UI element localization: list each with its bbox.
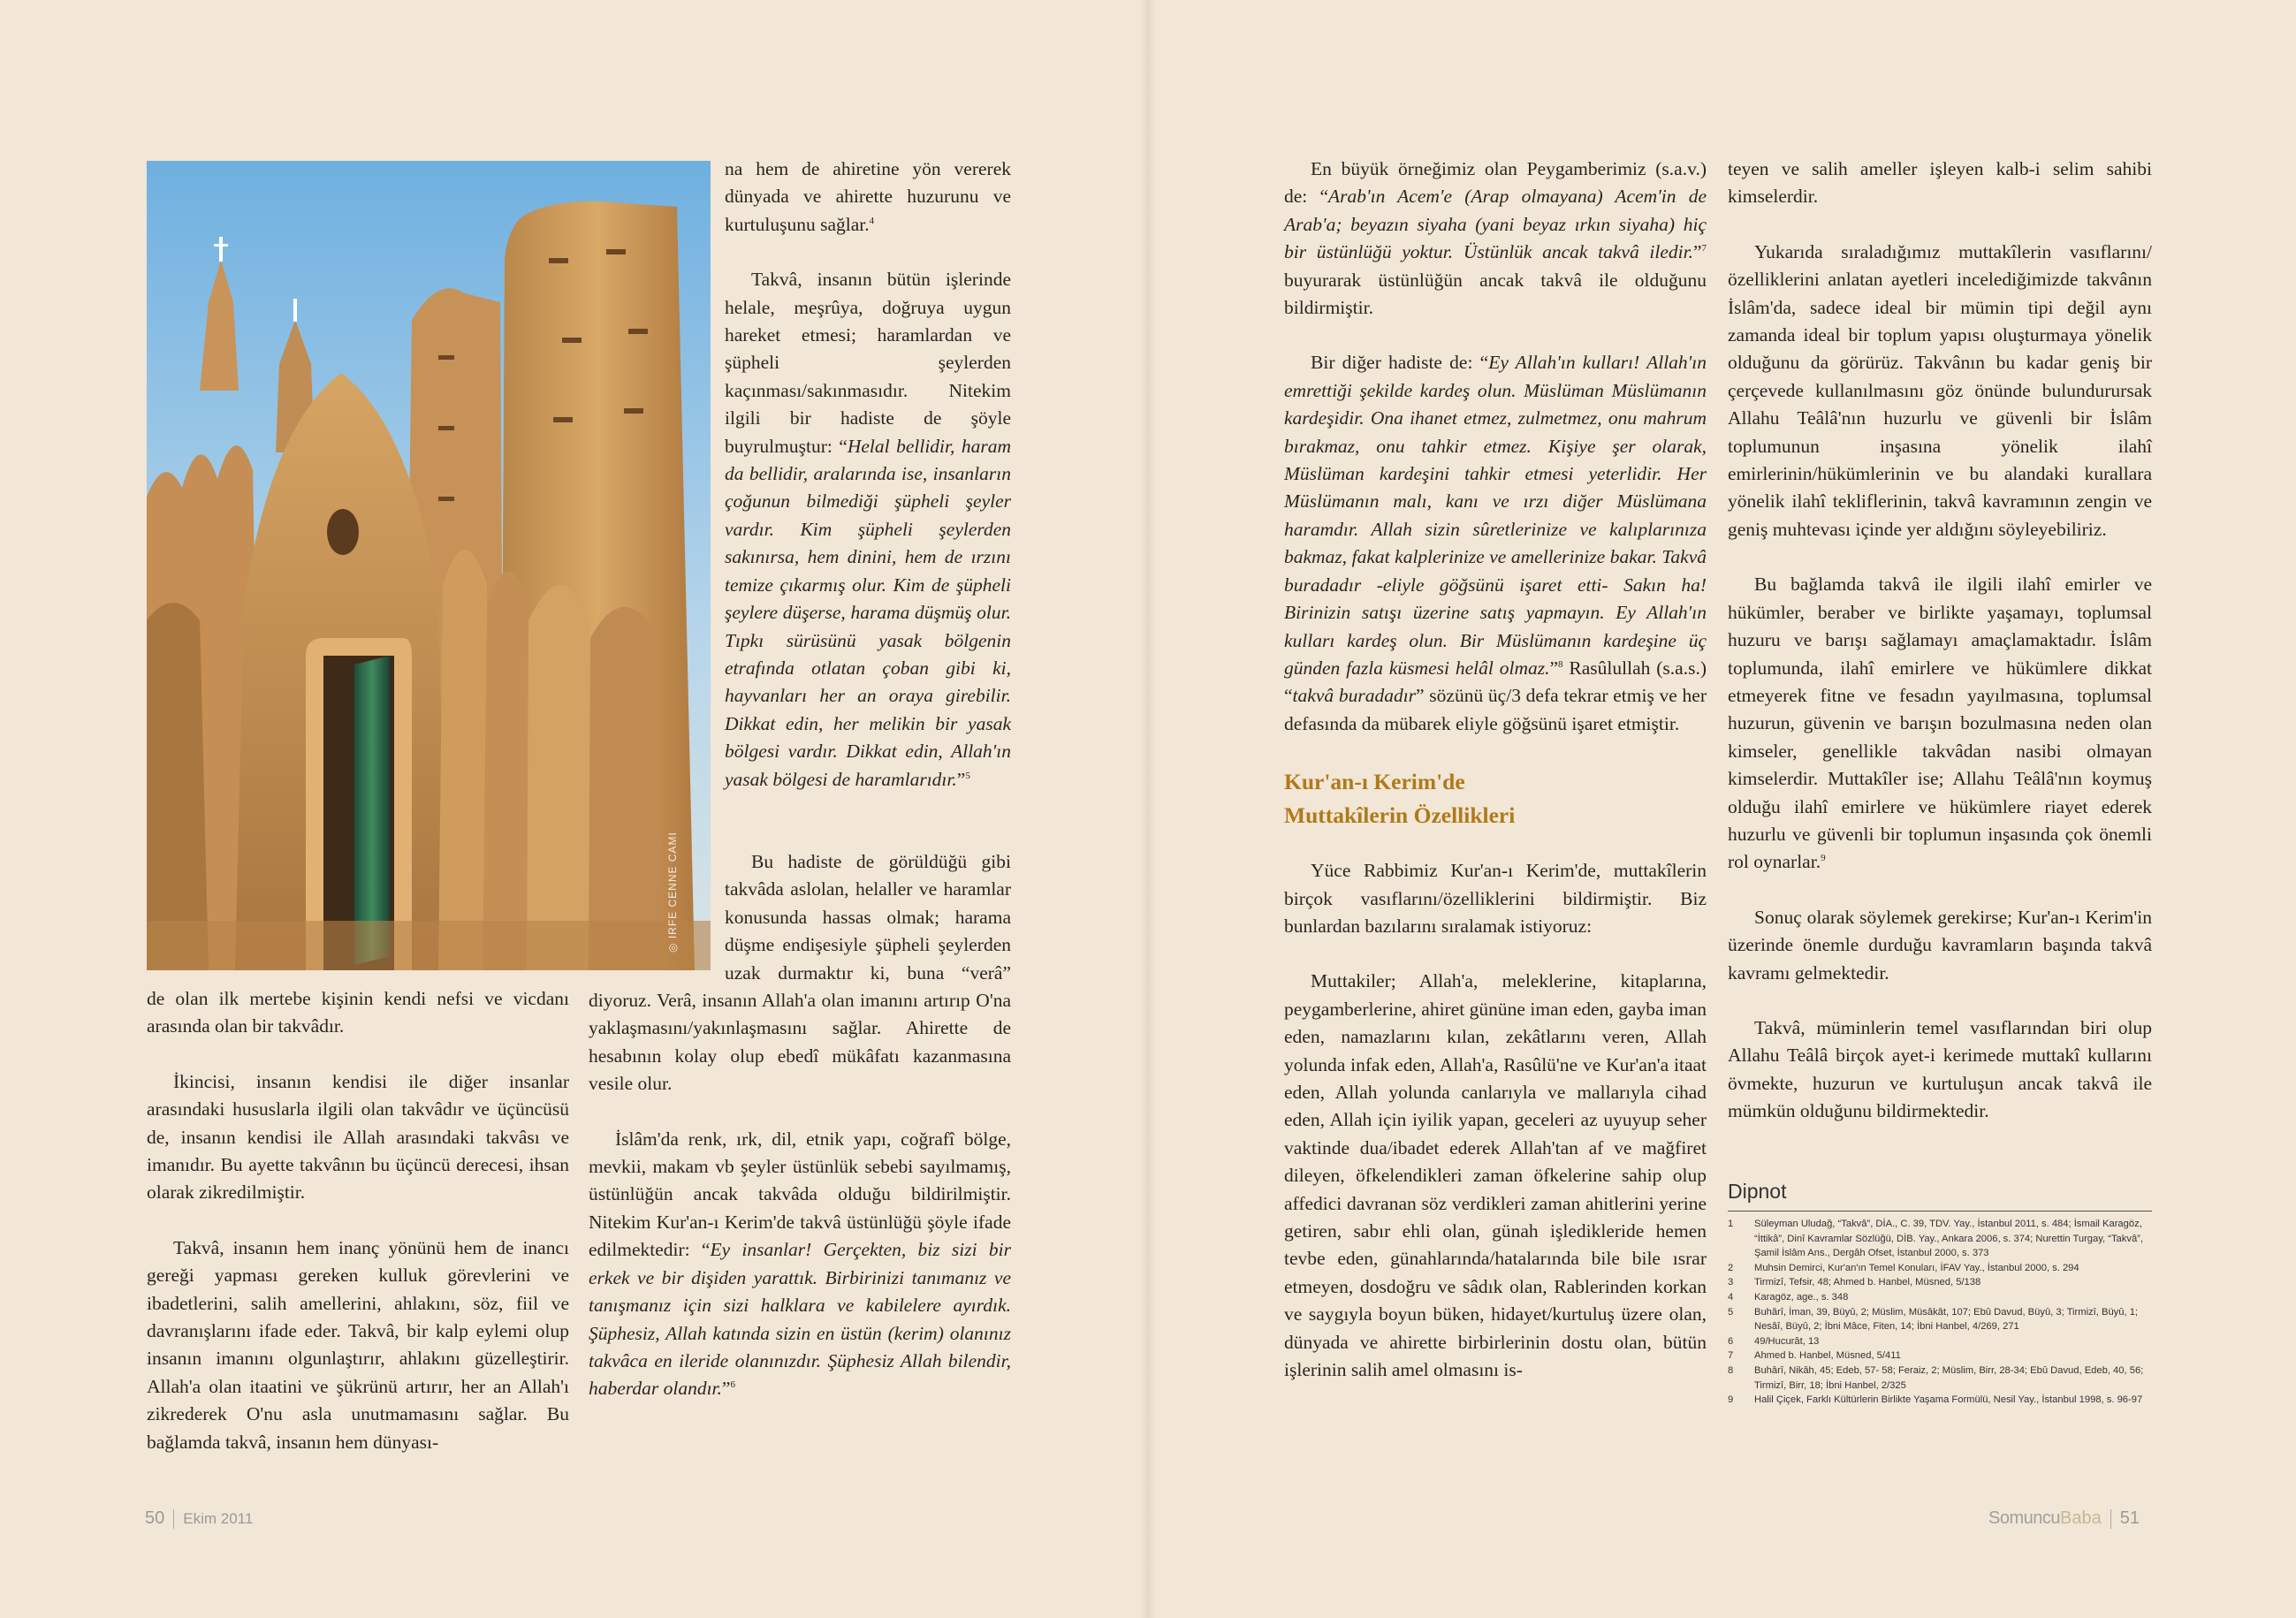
footer-right (1988, 1508, 2140, 1529)
footnote-text: Muhsin Demirci, Kur'an'ın Temel Konuları, İFAV Yay., İstanbul 2000, s. 294 (1754, 1262, 2079, 1273)
column-3 (1284, 156, 1707, 1411)
brand-part-2: Baba (2060, 1508, 2102, 1528)
col2-p2-quote: Helal bellidir, haram da bellidir, aralarında ise, insanların çoğunun bilmediği şüpheli şeyler vardır. Kim şüpheli şeylerden sakınırsa, hem dinini, hem de ırzını temize çıkarmış olur. Kim de şüpheli şeylere düşerse, harama düşmüş olur. Tıpkı sürüsünü yasak bölgenin etrafında otlatan çoban gibi ki, hayvanları her an oraya girebilir. Dikkat edin, her melikin bir yasak bölgesi vardır. Dikkat edin, Allah'ın yasak bölgesi de haramlarıdır. (725, 435, 1011, 790)
photo-wrap-spacer (589, 848, 725, 987)
footnote-number: 6 (1728, 1335, 1734, 1347)
footnote-ref-9: 9 (1821, 853, 1826, 864)
column-2b (589, 848, 1011, 1431)
footnote-ref-5: 5 (965, 770, 970, 781)
footer-divider (2110, 1509, 2111, 1529)
footer-divider (173, 1509, 174, 1529)
footer-left (145, 1508, 253, 1529)
col2-p4-text-a: İslâm'da renk, ırk, dil, etnik yapı, coğrafî bölge, mevkii, makam vb şeyler üstünlük sebebi sayılmamış, üstünlüğün ancak takvâda olduğu bildirilmiştir. Nitekim Kur'an-ı Kerim'de takvâ üstünlüğü şöyle ifade edilmektedir: “ (589, 1128, 1011, 1261)
col3-paragraph-1 (1284, 156, 1707, 322)
footnote-number: 1 (1728, 1219, 1734, 1229)
footnote-item (1728, 1217, 2152, 1261)
footnote-ref-6: 6 (730, 1379, 735, 1391)
footnote-text: 49/Hucurât, 13 (1754, 1335, 1820, 1347)
col3-p2-text-a: Bir diğer hadiste de: “ (1311, 352, 1489, 374)
column-2 (725, 156, 1011, 821)
col3-paragraph-4: Muttakiler; Allah'a, meleklerine, kitaplarına, peygamberlerine, ahiret gününe iman eden, gayba iman eden, namazlarını kılan, zekâtlarını veren, Allah yolunda infak eden, Allah'a, Rasûlü'ne ve Kur'an'a itaat eden, Allah yolunda canlarıyla ve mallarıyla cihad eden, Allah için iyilik yapan, geceleri az uyuyup seher vaktinde dua/ibadet ederek Allah'tan af ve mağfiret dileyen, öfkelendikleri zaman öfkelerine sahip olup affedici davranan söz verdikleri zaman ahitlerini yerine getiren, sabır ehli olan, günah işledikleride hemen tevbe eden, günahlarında/hatalarında bile bile ısrar etmeyen, dosdoğru ve sâdık olan, Rablerinden korkan ve saygıyla boyun büken, hidayet/kurtuluş üzere olan, dünyada ve ahirette birbirlerinin dostu olan, bütün işlerinin salih amel olmasını is- (1284, 970, 1707, 1381)
col3-paragraph-2 (1284, 349, 1707, 738)
col2-p2-text-b: ” (956, 768, 966, 790)
footnote-text: Halil Çiçek, Farklı Kültürlerin Birlikte Yaşama Formülü, Nesil Yay., İstanbul 1998, s. 96-97 (1754, 1394, 2143, 1406)
footnote-number: 7 (1728, 1350, 1734, 1362)
page-gutter (1140, 0, 1156, 1618)
footnote-item (1728, 1290, 2152, 1305)
footnote-number: 5 (1728, 1306, 1734, 1318)
col3-p1-text-a: En büyük örneğimiz olan Peygamberimiz (s.a.v.) de: “ (1284, 158, 1707, 208)
footnote-text: Süleyman Uludağ, “Takvâ”, DİA., C. 39, TDV. Yay., İstanbul 2011, s. 484; İsmail Karagöz, “İttikâ”, Dinî Kavramlar Sözlüğü, DİB. Yay., Ankara 2006, s. 374; Nurettin Turgay, “Takvâ”, Şamil İslâm Ans., Dergâh Ofset, İstanbul 2000, s. 373 (1754, 1219, 2144, 1259)
col3-p2-text-d: ” sözünü üç/3 defa tekrar etmiş ve her defasında da mübarek eliyle göğsünü işaret etmiştir. (1284, 685, 1707, 734)
col2-p4-text-b: ” (721, 1378, 731, 1400)
column-1 (147, 985, 569, 1484)
col2-p3-text: Bu hadiste de görüldüğü gibi takvâda aslolan, helaller ve haramlar konusunda hassas olmak; harama düşme endişesiyle şüpheli şeylerden uzak durmaktır ki, buna “verâ” diyoruz. Verâ, insanın Allah'a olan imanını artırıp O'na yaklaşmasını/yakınlaşmasını sağlar. Ahirette de hesabının kolay olup ebedî mükâfatı kazanmasına vesile olur. (589, 851, 1011, 1095)
col2-paragraph-2 (725, 266, 1011, 794)
col2-paragraph-4 (589, 1126, 1011, 1403)
footnote-text: Ahmed b. Hanbel, Müsned, 5/411 (1754, 1350, 1901, 1362)
col2-p4-quote: Ey insanlar! Gerçekten, biz sizi bir erkek ve bir dişiden yarattık. Birbirinizi tanımanız ve tanışmanız için sizi halklara ve kabilelere ayırdık. Şüphesiz, Allah katında sizin en üstün (kerim) olanınız takvâca en ileride olanınızdır. Şüphesiz Allah bilendir, haberdar olandır. (589, 1239, 1011, 1400)
col4-paragraph-3 (1728, 571, 2152, 876)
footnote-text: Buhârî, Nikâh, 45; Edeb, 57- 58; Feraiz, 2; Müslim, Birr, 28-34; Ebû Davud, Edeb, 40, 56; Tirmizî, Birr, 18; İbni Hanbel, 2/325 (1754, 1364, 2144, 1391)
footnote-ref-4: 4 (869, 215, 875, 226)
brand-part-1: Somuncu (1988, 1508, 2060, 1528)
col4-paragraph-2: Yukarıda sıraladığımız muttakîlerin vasıflarını/özelliklerini anlatan ayetleri incelediğimizde takvânın İslâm'da, sadece ideal bir mümin tipi değil aynı zamanda ideal bir toplum yapısı oluşturmaya yönelik olduğunu da görürüz. Takvânın bu kadar geniş bir çerçevede kullanılmasını göz önünde bulundurursak Allahu Teâlâ'nın huzurlu ve güvenli bir İslâm toplumunun inşasına yönelik ilahî emirlerinin/hükümlerinin ve bu alandaki kurallara yönelik ilahî tekliflerinin, takvâ kavramının zengin ve geniş muhtevası içinde yer aldığını söyleyebiliriz. (1728, 240, 2152, 540)
footnote-text: Tirmizî, Tefsir, 48; Ahmed b. Hanbel, Müsned, 5/138 (1754, 1277, 1981, 1288)
footnotes-rule (1728, 1211, 2152, 1212)
col3-p2-quote: Ey Allah'ın kulları! Allah'ın emrettiği şekilde kardeş olun. Müslüman Müslümanın kardeşidir. Ona ihanet etmez, zulmetmez, onu mahrum bırakmaz, onu tahkir etmez. Kişiye şer olarak, Müslüman kardeşini tahkir etmesi yeterlidir. Her Müslümanın malı, kanı ve ırzı diğer Müslümana haramdır. Allah sizin sûretlerinize ve kalıplarınıza bakmaz, fakat kalplerinize ve amellerinize bakar. Takvâ buradadır -eliyle göğsünü işaret etti- Sakın ha! Birinizin satışı üzerine satış yapmayın. Ey Allah'ın kulları kardeş olun. Bir Müslümanın kardeşine üç günden fazla küsmesi helâl olmaz. (1284, 352, 1707, 679)
footnote-text: Buhârî, İman, 39, Büyû, 2; Müslim, Müsâkât, 107; Ebû Davud, Büyû, 3; Tirmizî, Büyû, 1; Nesâî, Büyû, 2; İbni Mâce, Fiten, 14; İbni Hanbel, 4/269, 271 (1754, 1306, 2139, 1333)
camera-credit-icon: ◎ (666, 942, 679, 953)
col2-p2-text-a: Takvâ, insanın bütün işlerinde helale, meşrûya, doğruya uygun hareket etmesi; haramlardan ve şüpheli şeylerden kaçınması/sakınmasıdır. Nitekim ilgili bir hadiste de şöyle buyrulmuştur: “ (725, 269, 1011, 457)
col1-paragraph-3: Takvâ, insanın hem inanç yönünü hem de inancı gereği yapması gereken kulluk görevlerini ve ibadetlerini, salih amellerini, ahlakını, söz, fiil ve davranışlarını ifade eder. Takvâ, bir kalp eylemi olup insanın imanını olgunlaştırır, ahlakını güzelleştirir. Allah'a olan itaatini ve şükrünü artırır, her an Allah'ı zikrederek O'nu asla unutmamasını sağlar. Bu bağlamda takvâ, insanın hem dünyası- (147, 1236, 569, 1453)
footnotes-title: Dipnot (1728, 1180, 1787, 1203)
footnote-item (1728, 1275, 2152, 1290)
col4-paragraph-1: teyen ve salih ameller işleyen kalb-i selim sahibi kimselerdir. (1728, 158, 2152, 208)
footnote-number: 9 (1728, 1394, 1734, 1406)
issue-date: Ekim 2011 (183, 1510, 254, 1527)
section-heading-line-1: Kur'an-ı Kerim'de (1284, 769, 1465, 795)
footnote-ref-8: 8 (1558, 658, 1563, 670)
col3-p1-text-c: buyurarak üstünlüğün ancak takvâ ile olduğunu bildirmiştir. (1284, 269, 1707, 319)
section-heading-line-2: Muttakîlerin Özellikleri (1284, 802, 1516, 829)
footnote-number: 8 (1728, 1364, 1734, 1376)
col4-p3-text: Bu bağlamda takvâ ile ilgili ilahî emirler ve hükümler, beraber ve birlikte yaşamayı, toplumsal huzuru ve barışı sağlamayı amaçlamaktadır. İslâm toplumunda, ilahî emirlere ve hükümlere dikkat etmeyerek fitne ve fesadın yayılmasına, toplumsal huzurun, güvenin ve barışın bozulmasına neden olan kimseler, genellikle takvâdan nasibi olmayan kimselerdir. Muttakîler ise; Allahu Teâlâ'nın koymuş olduğu ilahî emirlere ve hükümlere riayet ederek huzurlu ve güvenli bir toplumun inşasında çok önemli rol oynarlar. (1728, 574, 2152, 873)
photo-credit-text: IRFE CENNE CAMI (666, 832, 679, 939)
footnote-number: 4 (1728, 1291, 1734, 1303)
footnote-item (1728, 1334, 2152, 1349)
footnotes (1728, 1180, 2152, 1408)
col2-p1-text: na hem de ahiretine yön vererek dünyada ve ahirette huzurunu ve kurtuluşunu sağlar. (725, 158, 1011, 235)
col3-p2-text-b: ” (1549, 657, 1559, 679)
col3-p1-quote: Arab'ın Acem'e (Arap olmayana) Acem'in de Arab'a; beyazın siyaha (yani beyaz ırkın siyaha) hiç bir üstünlüğü yoktur. Üstünlük ancak takvâ iledir. (1284, 186, 1707, 263)
footnote-text: Karagöz, age., s. 348 (1754, 1291, 1849, 1303)
col2-paragraph-3-wrap (589, 848, 1011, 1098)
footnote-item (1728, 1348, 2152, 1364)
footnote-ref-7: 7 (1701, 243, 1707, 254)
footnote-number: 2 (1728, 1262, 1734, 1273)
footnote-number: 3 (1728, 1277, 1734, 1288)
footnote-item (1728, 1364, 2152, 1393)
magazine-logo (1988, 1508, 2102, 1528)
col4-paragraph-5: Takvâ, müminlerin temel vasıflarından biri olup Allahu Teâlâ birçok ayet-i kerimede muttakî kullarını övmekte, huzurun ve kurtuluşun ancak takvâ ile mümkün olduğunu bildirmektedir. (1728, 1016, 2152, 1122)
footnote-item (1728, 1393, 2152, 1408)
page-number-right: 51 (2119, 1508, 2140, 1528)
col1-paragraph-1: de olan ilk mertebe kişinin kendi nefsi ve vicdanı arasında olan bir takvâdır. (147, 988, 569, 1037)
footnote-item (1728, 1305, 2152, 1334)
section-heading (1284, 765, 1707, 832)
col3-p2-quote-2: takvâ buradadır (1292, 685, 1417, 707)
footnote-item (1728, 1261, 2152, 1276)
col4-paragraph-4: Sonuç olarak söylemek gerekirse; Kur'an-ı Kerim'in üzerinde önemle durduğu kavramların başında takvâ kavramı gelmektedir. (1728, 906, 2152, 984)
col1-paragraph-2: İkincisi, insanın kendisi ile diğer insanlar arasındaki hususlarla ilgili olan takvâdır ve üçüncüsü de, insanın kendisi ile Allah arasındaki takvâsı ve imanıdır. Bu ayette takvânın bu üçüncü derecesi, ihsan olarak zikredilmiştir. (147, 1070, 569, 1204)
page-number-left: 50 (145, 1508, 165, 1528)
col3-p2-text-c: Rasûlullah (s.a.s.) “ (1284, 657, 1707, 707)
column-4 (1728, 156, 2152, 1153)
col3-p1-text-b: ” (1692, 241, 1702, 263)
footnotes-list (1728, 1217, 2152, 1408)
col3-paragraph-3: Yüce Rabbimiz Kur'an-ı Kerim'de, muttakîlerin birçok vasıflarını/özelliklerini bildirmiştir. Biz bunlardan bazılarını sıralamak istiyoruz: (1284, 860, 1707, 937)
col2-paragraph-1 (725, 156, 1011, 239)
